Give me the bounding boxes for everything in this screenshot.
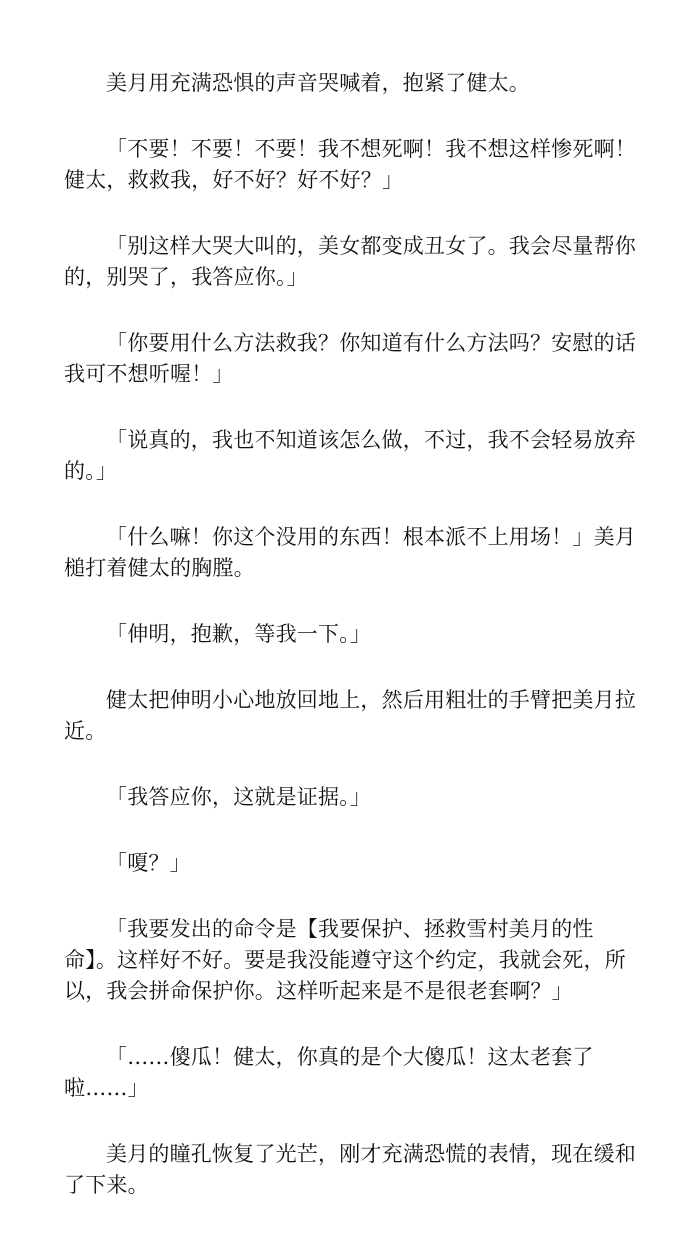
paragraph: 「不要！不要！不要！我不想死啊！我不想这样惨死啊！健太，救救我，好不好？好不好？」 xyxy=(64,137,636,192)
paragraph: 「伸明，抱歉，等我一下。」 xyxy=(106,622,372,646)
paragraph: 美月用充满恐惧的声音哭喊着，抱紧了健太。 xyxy=(106,71,530,95)
paragraph: 「别这样大哭大叫的，美女都变成丑女了。我会尽量帮你的，别哭了，我答应你。」 xyxy=(64,234,636,289)
paragraph: 「我答应你，这就是证据。」 xyxy=(106,785,372,809)
paragraph: 「说真的，我也不知道该怎么做，不过，我不会轻易放弃的。」 xyxy=(64,428,636,483)
paragraph: 健太把伸明小心地放回地上，然后用粗壮的手臂把美月拉近。 xyxy=(64,688,636,743)
paragraph: 「……傻瓜！健太，你真的是个大傻瓜！这太老套了啦……」 xyxy=(64,1045,594,1100)
document-body xyxy=(64,68,636,1236)
paragraph: 美月的瞳孔恢复了光芒，刚才充满恐慌的表情，现在缓和了下来。 xyxy=(64,1142,636,1197)
paragraph: 「我要发出的命令是【我要保护、拯救雪村美月的性命】。这样好不好。要是我没能遵守这个约定，我就会死，所以，我会拼命保护你。这样听起来是不是很老套啊？」 xyxy=(64,917,626,1003)
paragraph: 「什么嘛！你这个没用的东西！根本派不上用场！」美月槌打着健太的胸膛。 xyxy=(64,525,636,580)
paragraph: 「你要用什么方法救我？你知道有什么方法吗？安慰的话我可不想听喔！」 xyxy=(64,331,636,386)
paragraph: 「嗄？」 xyxy=(106,851,191,875)
